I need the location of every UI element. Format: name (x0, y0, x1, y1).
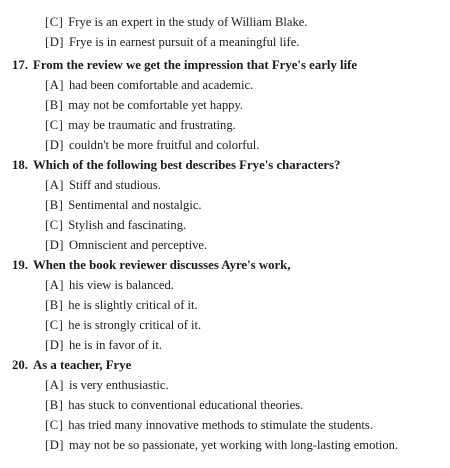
option-text: Omniscient and perceptive. (68, 238, 208, 252)
option-text: has tried many innovative methods to stimulate the students. (68, 418, 373, 432)
option-letter: [D] (45, 138, 64, 152)
question-text: From the review we get the impression that Frye's early life (33, 58, 358, 72)
option-letter: [C] (45, 118, 64, 132)
option-text: may not be so passionate, yet working with long-lasting emotion. (68, 438, 399, 452)
option-text: he is strongly critical of it. (68, 318, 202, 332)
option-text: is very enthusiastic. (68, 378, 169, 392)
option-letter: [A] (45, 278, 64, 292)
option-letter: [C] (45, 15, 64, 29)
question-20-stem (0, 355, 131, 375)
question-number: 20. (12, 358, 28, 372)
option-letter: [B] (45, 98, 64, 112)
option-text: had been comfortable and academic. (68, 78, 254, 92)
option-text: Sentimental and nostalgic. (68, 198, 202, 212)
option-text: couldn't be more fruitful and colorful. (68, 138, 260, 152)
option-19-d (0, 335, 162, 355)
option-17-c (0, 115, 236, 135)
question-18-stem (0, 155, 340, 175)
option-letter: [B] (45, 198, 64, 212)
option-19-b (0, 295, 198, 315)
option-text: has stuck to conventional educational theories. (68, 398, 304, 412)
option-letter: [D] (45, 438, 64, 452)
question-19-stem (0, 255, 290, 275)
option-letter: [A] (45, 178, 64, 192)
question-text: Which of the following best describes Frye's characters? (33, 158, 341, 172)
option-20-b (0, 395, 303, 415)
option-letter: [D] (45, 338, 64, 352)
option-letter: [A] (45, 78, 64, 92)
option-letter: [C] (45, 218, 64, 232)
option-letter: [D] (45, 35, 64, 49)
option-letter: [B] (45, 298, 64, 312)
option-17-d (0, 135, 259, 155)
option-17-b (0, 95, 243, 115)
question-number: 19. (12, 258, 28, 272)
question-number: 17. (12, 58, 28, 72)
option-text: his view is balanced. (68, 278, 174, 292)
option-18-d (0, 235, 207, 255)
option-18-a (0, 175, 161, 195)
question-17-stem (0, 55, 357, 75)
option-letter: [B] (45, 398, 64, 412)
option-20-c (0, 415, 373, 435)
option-text: Stiff and studious. (68, 178, 161, 192)
option-letter: [A] (45, 378, 64, 392)
option-18-c (0, 215, 186, 235)
option-text: Stylish and fascinating. (68, 218, 187, 232)
option-text: he is slightly critical of it. (68, 298, 198, 312)
option-text: he is in favor of it. (68, 338, 163, 352)
option-16-c (0, 12, 308, 32)
option-text: Frye is an expert in the study of William Blake. (68, 15, 308, 29)
option-19-c (0, 315, 201, 335)
question-text: When the book reviewer discusses Ayre's work, (33, 258, 291, 272)
option-text: may be traumatic and frustrating. (68, 118, 236, 132)
option-16-d (0, 32, 299, 52)
option-19-a (0, 275, 174, 295)
option-18-b (0, 195, 202, 215)
option-20-d (0, 435, 398, 455)
question-number: 18. (12, 158, 28, 172)
question-text: As a teacher, Frye (33, 358, 132, 372)
option-text: Frye is in earnest pursuit of a meaningful life. (68, 35, 300, 49)
option-17-a (0, 75, 253, 95)
option-letter: [C] (45, 418, 64, 432)
option-letter: [C] (45, 318, 64, 332)
option-letter: [D] (45, 238, 64, 252)
option-20-a (0, 375, 169, 395)
option-text: may not be comfortable yet happy. (68, 98, 244, 112)
